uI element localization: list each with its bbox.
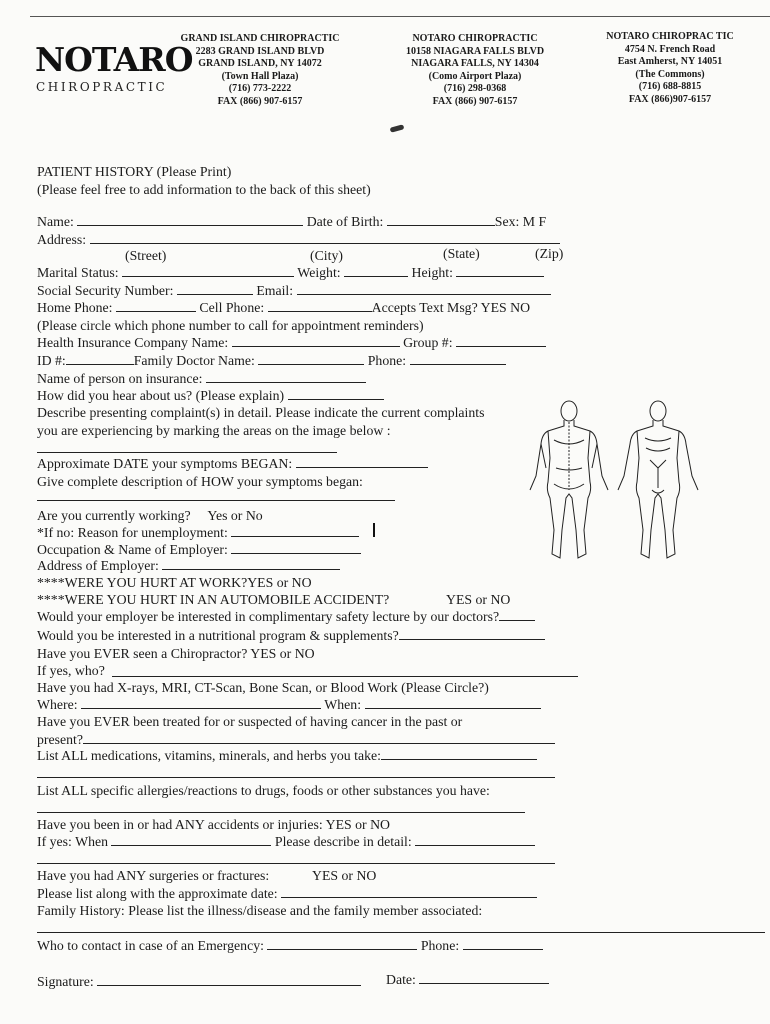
hear-label: How did you hear about us? (Please explain)	[37, 388, 285, 403]
office-line: (716) 773-2222	[228, 83, 292, 94]
where-field[interactable]	[81, 697, 321, 709]
allergies-field[interactable]	[37, 812, 525, 813]
name-field[interactable]	[77, 214, 303, 226]
nutrition-row	[37, 628, 545, 644]
family-history-field[interactable]	[37, 932, 765, 933]
who-field[interactable]	[112, 676, 578, 677]
group-label: Group #:	[403, 335, 453, 350]
ink-mark	[390, 124, 405, 132]
medications-field[interactable]	[381, 748, 537, 760]
working-label: Are you currently working?	[37, 508, 191, 523]
text-cursor	[373, 523, 375, 537]
doctor-phone-label: Phone:	[367, 353, 407, 368]
office-line: GRAND ISLAND, NY 14072	[198, 58, 322, 69]
office-grand-island	[160, 33, 360, 108]
ssn-label: Social Security Number:	[37, 283, 174, 298]
chiropractor-question: Have you EVER seen a Chiropractor? YES or NO	[37, 646, 315, 661]
cell-phone-field[interactable]	[268, 300, 372, 312]
office-line: 2283 GRAND ISLAND BLVD	[195, 45, 325, 57]
office-line: FAX (866) 907-6157	[432, 95, 518, 107]
medications-row	[37, 748, 537, 764]
office-line: 4754 N. French Road	[624, 43, 716, 55]
cancer-label: present?	[37, 732, 83, 747]
accidents-when-label: If yes: When	[37, 834, 109, 849]
signature-row	[37, 974, 361, 990]
lecture-field[interactable]	[499, 609, 535, 621]
cancer-field[interactable]	[83, 732, 555, 744]
doctor-phone-field[interactable]	[410, 353, 506, 365]
office-name: NOTARO CHIROPRACTIC	[412, 33, 538, 44]
insurance-label: Health Insurance Company Name:	[37, 335, 229, 350]
office-name: NOTARO CHIROPRAC TIC	[606, 31, 734, 42]
weight-label: Weight:	[297, 265, 341, 280]
xrays-question: Have you had X-rays, MRI, CT-Scan, Bone Scan, or Blood Work (Please Circle?)	[37, 680, 489, 695]
emergency-label: Who to contact in case of an Emergency:	[37, 938, 264, 953]
nutrition-field[interactable]	[399, 628, 545, 640]
surgeries-label: Have you had ANY surgeries or fractures:	[37, 868, 270, 883]
where-row	[37, 697, 541, 713]
approx-date-field[interactable]	[281, 886, 537, 898]
office-niagara-falls	[375, 33, 575, 108]
began-field[interactable]	[296, 456, 428, 468]
working-yes-no[interactable]: Yes or No	[207, 508, 263, 523]
approx-date-label: Please list along with the approximate date:	[37, 886, 278, 901]
address-label: Address:	[37, 232, 87, 247]
lecture-label: Would your employer be interested in complimentary safety lecture by our doctors?	[37, 609, 500, 624]
when-label: When:	[324, 697, 362, 712]
date-label: Date:	[386, 972, 416, 987]
office-east-amherst	[585, 31, 755, 106]
home-phone-label: Home Phone:	[37, 300, 113, 315]
form-title: PATIENT HISTORY (Please Print)	[37, 164, 232, 179]
email-label: Email:	[256, 283, 294, 298]
weight-field[interactable]	[344, 265, 408, 277]
began-label: Approximate DATE your symptoms BEGAN:	[37, 456, 293, 471]
emergency-field[interactable]	[267, 938, 417, 950]
body-diagram-back[interactable]	[524, 398, 614, 563]
surgeries-row	[37, 868, 269, 884]
how-began-label: Give complete description of HOW your symptoms began:	[37, 474, 363, 489]
street-caption: (Street)	[125, 248, 167, 263]
describe-detail-field[interactable]	[415, 834, 535, 846]
office-line: (716) 688-8815	[638, 81, 702, 92]
body-diagram-front[interactable]	[612, 398, 704, 563]
office-line: (The Commons)	[635, 68, 705, 80]
zip-caption: (Zip)	[535, 246, 564, 261]
office-line: East Amherst, NY 14051	[617, 56, 723, 67]
occupation-field[interactable]	[231, 542, 361, 554]
emergency-phone-field[interactable]	[463, 938, 543, 950]
who-row	[37, 663, 105, 679]
id-field[interactable]	[66, 353, 134, 365]
top-border-line	[30, 16, 770, 17]
allergies-label: List ALL specific allergies/reactions to drugs, foods or other substances you have:	[37, 783, 490, 798]
signature-field[interactable]	[97, 974, 361, 986]
cancer-row	[37, 732, 555, 748]
ssn-row	[37, 283, 551, 299]
insurance-field[interactable]	[232, 335, 400, 347]
describe-detail-label: Please describe in detail:	[274, 834, 412, 849]
occupation-label: Occupation & Name of Employer:	[37, 542, 228, 557]
employer-address-row	[37, 558, 340, 574]
name-row	[37, 214, 546, 230]
where-label: Where:	[37, 697, 78, 712]
how-began-field[interactable]	[37, 500, 395, 501]
insurance-row	[37, 335, 546, 351]
email-field[interactable]	[297, 283, 551, 295]
date-field[interactable]	[419, 972, 549, 984]
insured-field[interactable]	[206, 371, 366, 383]
office-line: FAX (866)907-6157	[628, 93, 712, 105]
id-row	[37, 353, 506, 369]
ssn-field[interactable]	[177, 283, 253, 295]
who-label: If yes, who?	[37, 663, 105, 678]
approx-date-row	[37, 886, 537, 902]
accidents-field-2[interactable]	[37, 863, 555, 864]
marital-field[interactable]	[122, 265, 294, 277]
hear-field[interactable]	[288, 388, 384, 400]
describe-line-2: you are experiencing by marking the areas on the image below :	[37, 423, 391, 438]
occupation-row	[37, 542, 361, 558]
height-label: Height:	[411, 265, 453, 280]
family-doctor-field[interactable]	[258, 353, 364, 365]
address-field[interactable]	[90, 232, 560, 244]
insured-row	[37, 371, 366, 387]
circle-phone-note: (Please circle which phone number to call for appointment reminders)	[37, 318, 424, 333]
dob-label: Date of Birth:	[306, 214, 384, 229]
signature-label: Signature:	[37, 974, 94, 989]
surgeries-yes-no[interactable]: YES or NO	[312, 868, 377, 883]
address-row	[37, 232, 560, 248]
accidents-when-row	[37, 834, 535, 850]
sex-label: Sex: M F	[494, 214, 547, 229]
marital-row	[37, 265, 544, 281]
unemployment-row	[37, 525, 359, 541]
unemployment-label: *If no: Reason for unemployment:	[37, 525, 228, 540]
form-subtitle: (Please feel free to add information to the back of this sheet)	[37, 182, 371, 197]
lecture-row	[37, 609, 535, 625]
hurt-auto-label: ****WERE YOU HURT IN AN AUTOMOBILE ACCIDENT?	[37, 592, 390, 607]
home-phone-field[interactable]	[116, 300, 196, 312]
employer-address-field[interactable]	[162, 558, 340, 570]
dob-field[interactable]	[387, 214, 495, 226]
office-line: FAX (866) 907-6157	[217, 95, 303, 107]
cell-phone-label: Cell Phone:	[199, 300, 265, 315]
name-label: Name:	[37, 214, 74, 229]
id-label: ID #:	[37, 353, 66, 368]
logo-subtitle: CHIROPRACTIC	[36, 80, 168, 94]
office-line: NIAGARA FALLS, NY 14304	[411, 58, 539, 69]
family-history-label: Family History: Please list the illness/disease and the family member associated:	[37, 903, 483, 918]
text-msg-label: Accepts Text Msg? YES NO	[371, 300, 531, 315]
medications-label: List ALL medications, vitamins, minerals, and herbs you take:	[37, 748, 381, 763]
hear-row	[37, 388, 384, 404]
nutrition-label: Would you be interested in a nutritional program & supplements?	[37, 628, 399, 643]
marital-label: Marital Status:	[37, 265, 119, 280]
notaro-logo: NOTARO	[35, 40, 193, 79]
cancer-line-1: Have you EVER been treated for or suspected of having cancer in the past or	[37, 714, 463, 729]
group-field[interactable]	[456, 335, 546, 347]
employer-address-label: Address of Employer:	[37, 558, 159, 573]
office-line: (716) 298-0368	[443, 83, 507, 94]
began-row	[37, 456, 428, 472]
accidents-when-field[interactable]	[111, 834, 271, 846]
phone-row	[37, 300, 530, 316]
office-line: 10158 NIAGARA FALLS BLVD	[405, 45, 545, 57]
describe-field[interactable]	[37, 452, 337, 453]
height-field[interactable]	[456, 265, 544, 277]
when-field[interactable]	[365, 697, 541, 709]
unemployment-field[interactable]	[231, 525, 359, 537]
hurt-auto-row	[37, 592, 389, 608]
hurt-work-question: ****WERE YOU HURT AT WORK?YES or NO	[37, 575, 312, 590]
office-line: (Town Hall Plaza)	[221, 70, 299, 82]
office-line: (Como Airport Plaza)	[428, 70, 522, 82]
hurt-auto-yes-no[interactable]: YES or NO	[446, 592, 511, 607]
emergency-row	[37, 938, 543, 954]
insured-label: Name of person on insurance:	[37, 371, 203, 386]
medications-field-2[interactable]	[37, 777, 555, 778]
family-doctor-label: Family Doctor Name:	[133, 353, 255, 368]
state-caption: (State)	[443, 246, 480, 261]
date-row	[386, 972, 549, 988]
working-row	[37, 508, 263, 524]
emergency-phone-label: Phone:	[420, 938, 460, 953]
office-name: GRAND ISLAND CHIROPRACTIC	[180, 33, 340, 44]
accidents-question: Have you been in or had ANY accidents or injuries: YES or NO	[37, 817, 391, 832]
describe-line-1: Describe presenting complaint(s) in detail. Please indicate the current complaints	[37, 405, 485, 420]
city-caption: (City)	[310, 248, 343, 263]
